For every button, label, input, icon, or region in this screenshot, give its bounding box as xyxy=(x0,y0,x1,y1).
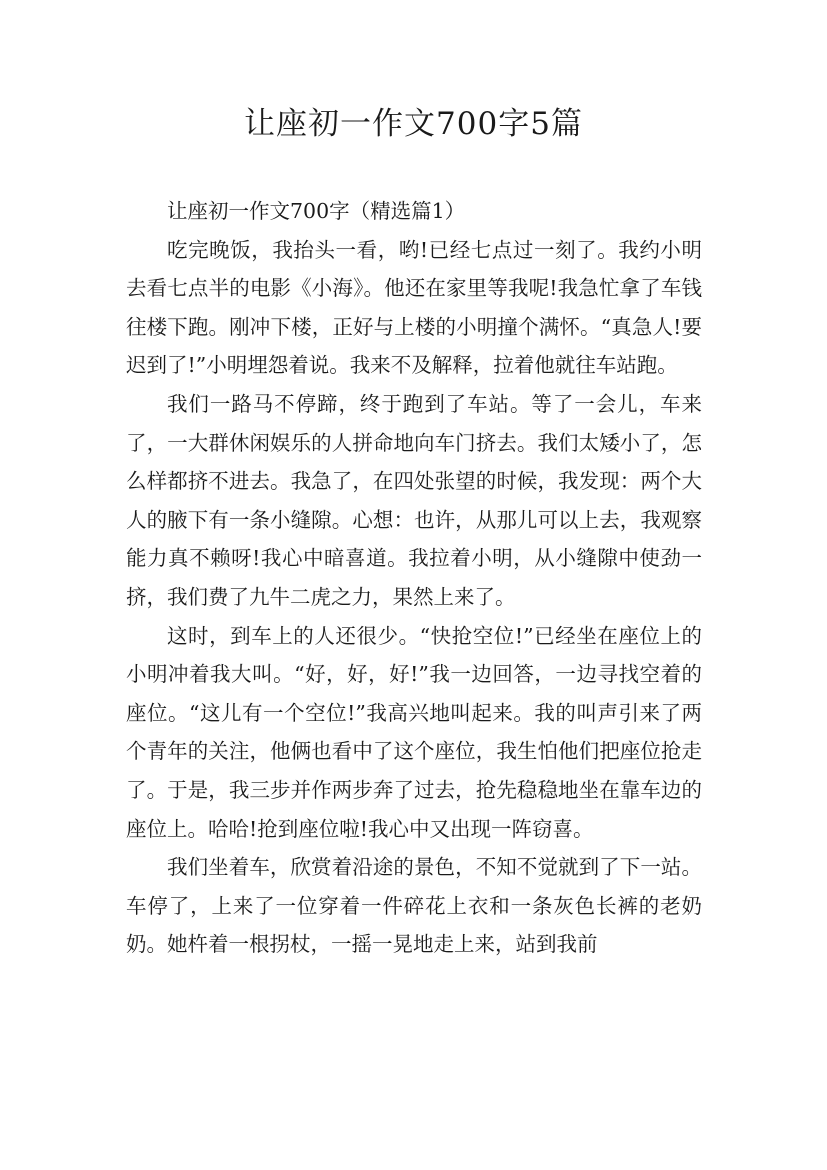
paragraph: 我们坐着车，欣赏着沿途的景色，不知不觉就到了下一站。车停了，上来了一位穿着一件碎花上衣和一条灰色长裤的老奶奶。她杵着一根拐杖，一摇一晃地走上来，站到我前 xyxy=(126,855,702,957)
paragraph: 我们一路马不停蹄，终于跑到了车站。等了一会儿，车来了，一大群休闲娱乐的人拼命地向车门挤去。我们太矮小了，怎么样都挤不进去。我急了，在四处张望的时候，我发现：两个大人的腋下有一条小缝隙。心想：也许，从那儿可以上去，我观察能力真不赖呀!我心中暗喜道。我拉着小明，从小缝隙中使劲一挤，我们费了九牛二虎之力，果然上来了。 xyxy=(126,391,702,609)
document-title: 让座初一作文700字5篇 xyxy=(244,106,583,142)
section-heading: 让座初一作文700字（精选篇1） xyxy=(167,199,466,223)
document-body xyxy=(126,192,702,964)
paragraph: 吃完晚饭，我抬头一看，哟!已经七点过一刻了。我约小明去看七点半的电影《小海》。他还在家里等我呢!我急忙拿了车钱往楼下跑。刚冲下楼，正好与上楼的小明撞个满怀。“真急人!要迟到了!”小明埋怨着说。我来不及解释，拉着他就往车站跑。 xyxy=(126,237,702,378)
paragraph: 这时，到车上的人还很少。“快抢空位!”已经坐在座位上的小明冲着我大叫。“好，好，好!”我一边回答，一边寻找空着的座位。“这儿有一个空位!”我高兴地叫起来。我的叫声引来了两个青年的关注，他俩也看中了这个座位，我生怕他们把座位抢走了。于是，我三步并作两步奔了过去，抢先稳稳地坐在靠车边的座位上。哈哈!抢到座位啦!我心中又出现一阵窃喜。 xyxy=(126,623,702,841)
